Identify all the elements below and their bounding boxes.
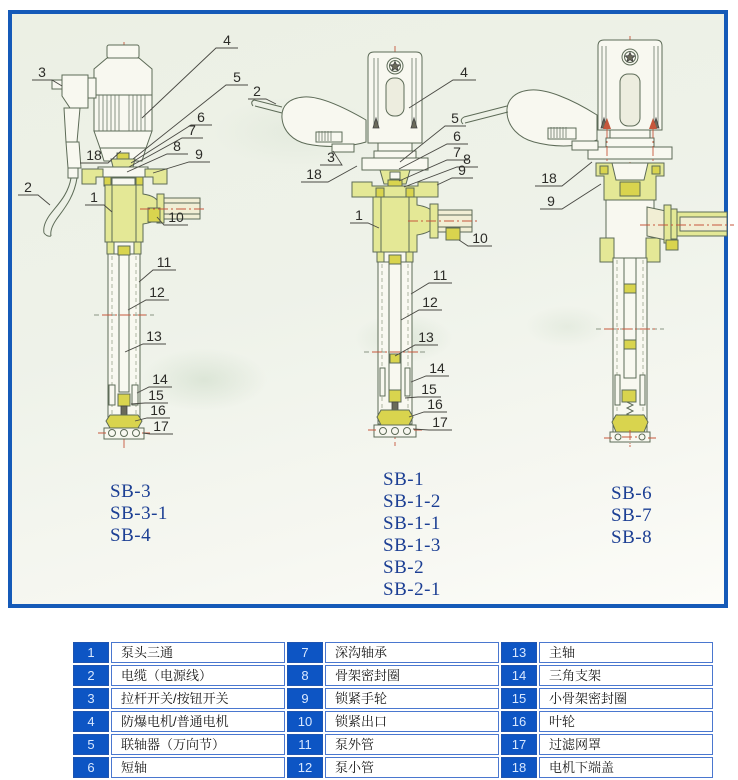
callout-17: 17	[153, 418, 169, 434]
callout-13: 13	[146, 328, 162, 344]
model-name: SB-4	[110, 525, 152, 546]
callout-12: 12	[149, 284, 165, 300]
pump-drawing-right	[461, 36, 734, 450]
callout-8: 8	[173, 138, 181, 154]
part-number-cell: 7	[287, 642, 323, 663]
callout-5: 5	[233, 69, 241, 85]
part-number-cell: 8	[287, 665, 323, 686]
table-row	[73, 734, 713, 755]
part-label-cell: 电缆（电源线）	[111, 665, 285, 686]
callout-9: 9	[458, 162, 466, 178]
model-name: SB-2	[383, 557, 425, 578]
part-number-cell: 13	[501, 642, 537, 663]
part-label-cell: 短轴	[111, 757, 285, 778]
part-number-cell: 9	[287, 688, 323, 709]
callout-16: 16	[150, 402, 166, 418]
pump-drawing-middle	[248, 46, 492, 446]
callout-7: 7	[453, 144, 461, 160]
table-row	[73, 688, 713, 709]
callout-2: 2	[24, 179, 32, 195]
table-row	[73, 665, 713, 686]
part-number-cell: 17	[501, 734, 537, 755]
part-number-cell: 5	[73, 734, 109, 755]
callout-1: 1	[355, 207, 363, 223]
callout-10: 10	[472, 230, 488, 246]
model-list-right	[611, 483, 652, 549]
callout-6: 6	[197, 109, 205, 125]
callout-18: 18	[86, 147, 102, 163]
part-number-cell: 2	[73, 665, 109, 686]
model-list-left	[110, 481, 168, 547]
part-label-cell: 泵小管	[325, 757, 499, 778]
model-name: SB-3	[110, 481, 152, 502]
pump-drawing-left	[18, 32, 248, 448]
part-label-cell: 泵外管	[325, 734, 499, 755]
model-name: SB-1-1	[383, 513, 441, 534]
model-list-middle	[383, 469, 441, 601]
part-label-cell: 锁紧出口	[325, 711, 499, 732]
callout-3: 3	[38, 64, 46, 80]
callout-15: 15	[421, 381, 437, 397]
part-number-cell: 15	[501, 688, 537, 709]
callout-4: 4	[460, 64, 468, 80]
callout-16: 16	[427, 396, 443, 412]
part-label-cell: 电机下端盖	[539, 757, 713, 778]
callout-7: 7	[188, 122, 196, 138]
callout-11: 11	[156, 254, 172, 270]
part-number-cell: 12	[287, 757, 323, 778]
callout-10: 10	[168, 209, 184, 225]
part-label-cell: 过滤网罩	[539, 734, 713, 755]
callout-6: 6	[453, 128, 461, 144]
callout-1: 1	[90, 189, 98, 205]
callout-17: 17	[432, 414, 448, 430]
model-name: SB-3-1	[110, 503, 168, 524]
part-number-cell: 3	[73, 688, 109, 709]
callout-5: 5	[451, 110, 459, 126]
part-number-cell: 16	[501, 711, 537, 732]
part-label-cell: 联轴器（万向节）	[111, 734, 285, 755]
callout-4: 4	[223, 32, 231, 48]
callout-9: 9	[547, 193, 555, 209]
callout-14: 14	[429, 360, 445, 376]
model-name: SB-1	[383, 469, 425, 490]
part-number-cell: 11	[287, 734, 323, 755]
model-name: SB-1-3	[383, 535, 441, 556]
callout-12: 12	[422, 294, 438, 310]
model-name: SB-1-2	[383, 491, 441, 512]
model-name: SB-2-1	[383, 579, 441, 600]
callout-9: 9	[195, 146, 203, 162]
part-label-cell: 泵头三通	[111, 642, 285, 663]
callout-2: 2	[253, 83, 261, 99]
callout-11: 11	[432, 267, 448, 283]
part-label-cell: 防爆电机/普通电机	[111, 711, 285, 732]
callout-8: 8	[463, 151, 471, 167]
part-number-cell: 6	[73, 757, 109, 778]
part-number-cell: 14	[501, 665, 537, 686]
model-name: SB-6	[611, 483, 653, 504]
callout-3: 3	[327, 149, 335, 165]
part-label-cell: 主轴	[539, 642, 713, 663]
part-number-cell: 4	[73, 711, 109, 732]
part-label-cell: 骨架密封圈	[325, 665, 499, 686]
part-label-cell: 三角支架	[539, 665, 713, 686]
callout-14: 14	[152, 371, 168, 387]
callout-13: 13	[418, 329, 434, 345]
part-number-cell: 1	[73, 642, 109, 663]
part-label-cell: 拉杆开关/按钮开关	[111, 688, 285, 709]
model-name: SB-7	[611, 505, 653, 526]
parts-table	[71, 640, 715, 780]
part-number-cell: 10	[287, 711, 323, 732]
part-label-cell: 锁紧手轮	[325, 688, 499, 709]
part-label-cell: 小骨架密封圈	[539, 688, 713, 709]
model-name: SB-8	[611, 527, 653, 548]
part-label-cell: 深沟轴承	[325, 642, 499, 663]
part-number-cell: 18	[501, 757, 537, 778]
table-row	[73, 642, 713, 663]
part-label-cell: 叶轮	[539, 711, 713, 732]
callout-18: 18	[306, 166, 322, 182]
callout-18: 18	[541, 170, 557, 186]
callout-15: 15	[148, 387, 164, 403]
pump-diagram-panel	[8, 10, 728, 608]
table-row	[73, 711, 713, 732]
table-row	[73, 757, 713, 778]
